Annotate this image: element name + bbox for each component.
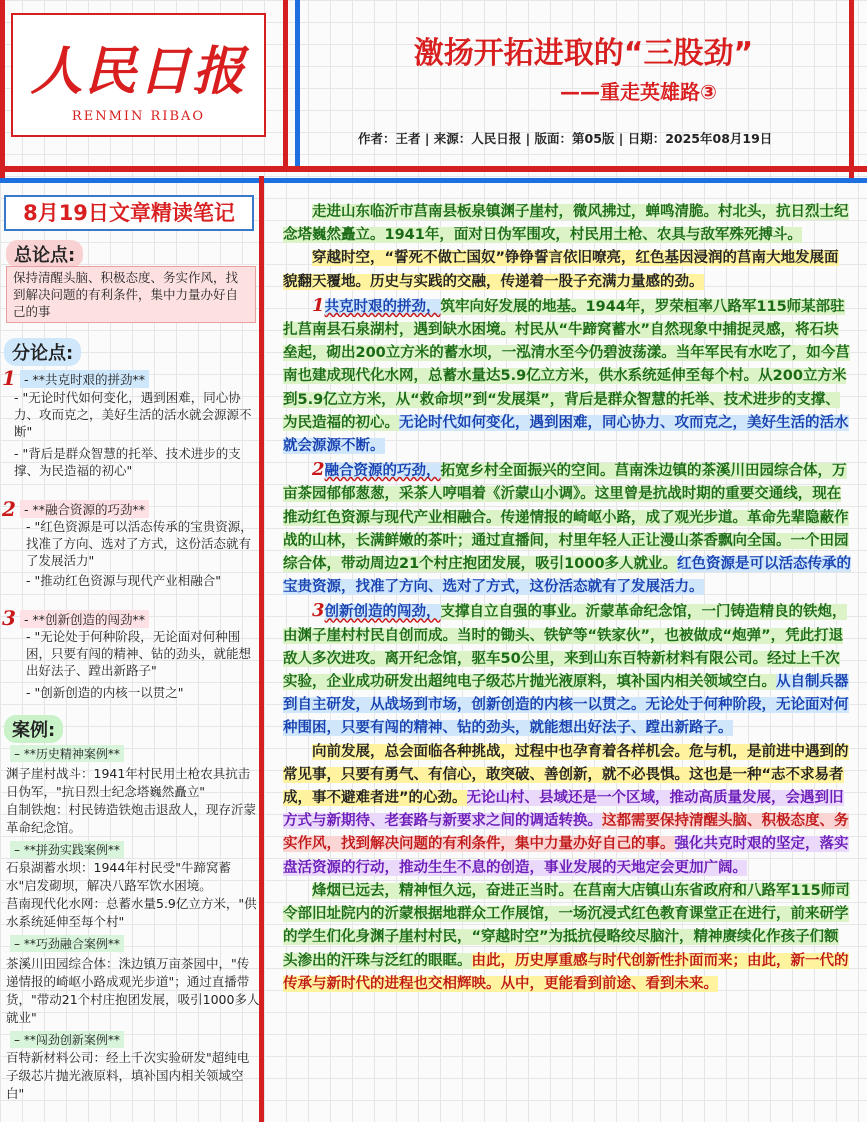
paragraph-6-part-b: 无论山村、县域还是一个区域，推动高质量发展，会遇到旧方式与新期待、老套路与新要求之间的调适转换。 [283, 790, 844, 830]
logo-title: 人民日报 [30, 41, 247, 102]
point-2-quote-2: - "推动红色资源与现代产业相融合" [26, 573, 221, 588]
paragraph-4 [283, 458, 853, 599]
case-4-text: 百特新材料公司：经上千次实验研发"超纯电子级芯片抛光液原料，填补国内相关领域空白" [6, 1050, 250, 1101]
points-heading: 分论点: [4, 338, 81, 366]
paragraph-6 [283, 741, 853, 880]
paragraph-5-tail: 从自制兵器到自主研发，从战场到市场，创新创造的内核一以贯之。无论处于何种阶段，无论面对何种围困，只要有闯的精神、钻的劲头，就能想出好法子、蹚出新路子。 [283, 674, 849, 737]
paragraph-1 [283, 201, 853, 247]
case-3-text: 茶溪川田园综合体：洙边镇万亩茶园中，"传递情报的崎岖小路成观光步道"；通过直播带货，"带动21个村庄抱团发展，吸引1000多人就业" [6, 956, 260, 1025]
paragraph-2 [283, 247, 853, 293]
summary-box: 保持清醒头脑、积极态度、务实作风，找到解决问题的有利条件，集中力量办好自己的事 [6, 266, 256, 323]
point-3-mark: 3 [2, 606, 16, 630]
notes-title: 8月19日文章精读笔记 [4, 195, 254, 231]
paragraph-5-mark: 3 [312, 600, 325, 622]
point-1-quote-2: - "背后是群众智慧的托举、技术进步的支撑、为民造福的初心" [14, 446, 241, 478]
case-4-title: – **闯劲创新案例** [10, 1031, 124, 1048]
paragraph-5-key: 创新创造的闯劲， [324, 604, 441, 621]
case-3-title: – **巧劲融合案例** [10, 935, 124, 952]
case-2-text: 石泉湖蓄水坝：1944年村民受"牛蹄窝蓄水"启发砌坝，解决八路军饮水困境。 莒南现代化水网：总蓄水量5.9亿立方米，"供水系统延伸至每个村" [6, 860, 257, 929]
paragraph-6-part-c: 这都需要保持清醒头脑、积极态度、务实作风，找到解决问题的有利条件，集中力量办好自己的事。 [283, 813, 849, 853]
point-1-quote-1: - "无论时代如何变化，遇到困难，同心协力、攻而克之，美好生活的活水就会源源不断" [14, 390, 252, 439]
paragraph-7 [283, 880, 853, 996]
paragraph-6-part-d: 强化共克时艰的坚定，落实盘活资源的行动，推动生生不息的创造，事业发展的天地定会更加广阔。 [283, 836, 849, 876]
paragraph-3-tail: 无论时代如何变化，遇到困难，同心协力、攻而克之，美好生活的活水就会源源不断。 [283, 414, 849, 455]
frame-left-red-line [0, 0, 5, 182]
logo-subtitle: RENMIN RIBAO [71, 109, 206, 124]
paragraph-5 [283, 599, 853, 740]
point-2-quote-1: - "红色资源是可以活态传承的宝贵资源，找准了方向、选对了方式，这份活态就有了发展活力" [26, 519, 253, 568]
newspaper-logo [11, 13, 266, 137]
cases-heading: 案例: [4, 715, 63, 743]
paragraph-3-key: 共克时艰的拼劲， [324, 298, 441, 315]
article-body [283, 201, 853, 996]
frame-blue-horizontal-line [0, 178, 867, 183]
paragraph-7-part-a: 烽烟已远去，精神恒久远，奋进正当时。在莒南大店镇山东省政府和八路军115师司令部旧址院内的沂蒙根据地群众工作展馆，一场沉浸式红色教育课堂正在进行，前来研学的学生们化身渊子崖村村民，“穿越时空”为抵抗侵略绞尽脑汁，精神赓续化作孩子们额头渗出的汗珠与泛红的眼眶。 [283, 882, 850, 969]
paragraph-2-text: 穿越时空，“誓死不做亡国奴”铮铮誓言依旧嘹亮，红色基因浸润的莒南大地发展面貌翻天覆地。历史与实践的交融，传递着一股子充满力量感的劲。 [283, 250, 839, 290]
paragraph-5-body: 支撑自立自强的事业。沂蒙革命纪念馆，一门铸造精良的铁炮，由渊子崖村村民自创而成。当时的锄头、铁铲等“铁家伙”，也被做成“炮弹”，凭此打退敌人多次进攻。离开纪念馆，驱车50公里，来到山东百特新材料有限公司。经过上千次实验，企业成功研发出超纯电子级芯片抛光液原料，填补国内相关领域空白。 [283, 604, 847, 691]
case-2-title: – **拼劲实践案例** [10, 841, 124, 858]
point-1-mark: 1 [2, 366, 16, 390]
paragraph-4-mark: 2 [312, 459, 325, 481]
frame-red-horizontal-line [0, 166, 867, 172]
point-2-mark: 2 [2, 497, 16, 521]
paragraph-3-mark: 1 [312, 294, 325, 316]
point-1-title: - **共克时艰的拼劲** [20, 370, 149, 388]
point-3-quote-1: - "无论处于何种阶段，无论面对何种围困，只要有闯的精神、钻的劲头，就能想出好法子、蹚出新路子" [26, 629, 252, 678]
point-2-title: - **融合资源的巧劲** [20, 500, 149, 518]
paragraph-6-part-a: 向前发展，总会面临各种挑战，过程中也孕育着各样机会。危与机，是前进中遇到的常见事，只要有勇气、有信心，敢突破、善创新，就不必畏惧。这也是一种“志不求易者成，事不避难者进”的心劲。 [283, 743, 849, 807]
article-meta: 作者：王者 | 来源：人民日报 | 版面：第05版 | 日期：2025年08月19日 [358, 131, 773, 146]
frame-right-red-line [849, 0, 854, 180]
frame-blue-divider-line [295, 0, 300, 168]
point-3-title: - **创新创造的闯劲** [20, 610, 149, 628]
paragraph-4-key: 融合资源的巧劲， [324, 463, 441, 480]
paragraph-7-part-b: 由此，历史厚重感与时代创新性扑面而来；由此，新一代的传承与新时代的进程也交相辉映。从中，更能看到前途、看到未来。 [283, 952, 849, 992]
article-headline: 激扬开拓进取的“三股劲” [413, 36, 754, 71]
point-3-quote-2: - "创新创造的内核一以贯之" [26, 685, 184, 700]
frame-red-divider-line [283, 0, 288, 172]
summary-heading: 总论点: [6, 240, 83, 268]
paragraph-3-body: 筑牢向好发展的地基。1944年，罗荣桓率八路军115师某部驻扎莒南县石泉湖村，遇到缺水困境。村民从“牛蹄窝蓄水”自然现象中捕捉灵感，将石块垒起，砌出200立方米的蓄水坝，一泓清水至今仍碧波荡漾。当年军民有水吃了，如今莒南也建成现代化水网，总蓄水量达5.9亿立方米，供水系统延伸至每个村。从200立方米到5.9亿立方米，从“救命坝”到“发展渠”，背后是群众智慧的托举、技术进步的支撑、为民造福的初心。 [283, 298, 850, 431]
paragraph-3 [283, 294, 853, 458]
paragraph-1-text: 走进山东临沂市莒南县板泉镇渊子崖村，微风拂过，蝉鸣清脆。村北头，抗日烈士纪念塔巍然矗立。1941年，面对日伪军围攻，村民用土枪、农具与敌军殊死搏斗。 [283, 204, 849, 244]
case-1-title: – **历史精神案例** [10, 745, 124, 762]
paragraph-4-body: 拓宽乡村全面振兴的空间。莒南洙边镇的茶溪川田园综合体，万亩茶园郁郁葱葱，采茶人哼唱着《沂蒙山小调》。这里曾是抗战时期的重要交通线，现在推动红色资源与现代产业相融合。传递情报的崎岖小路，成了观光步道。革命先辈隐蔽作战的山林，长满鲜嫩的茶叶；通过直播间，村里年轻人正让漫山茶香飘向全国。一个田园综合体，带动周边21个村庄抱团发展，吸引1000多人就业。 [283, 463, 849, 573]
paragraph-4-tail: 红色资源是可以活态传承的宝贵资源，找准了方向、选对了方式，这份活态就有了发展活力。 [283, 556, 852, 596]
case-1-text: 渊子崖村战斗：1941年村民用土枪农具抗击日伪军，"抗日烈士纪念塔巍然矗立" 自制铁炮：村民铸造铁炮击退敌人，现存沂蒙革命纪念馆。 [6, 766, 257, 835]
article-subhead: ——重走英雄路③ [560, 80, 717, 104]
